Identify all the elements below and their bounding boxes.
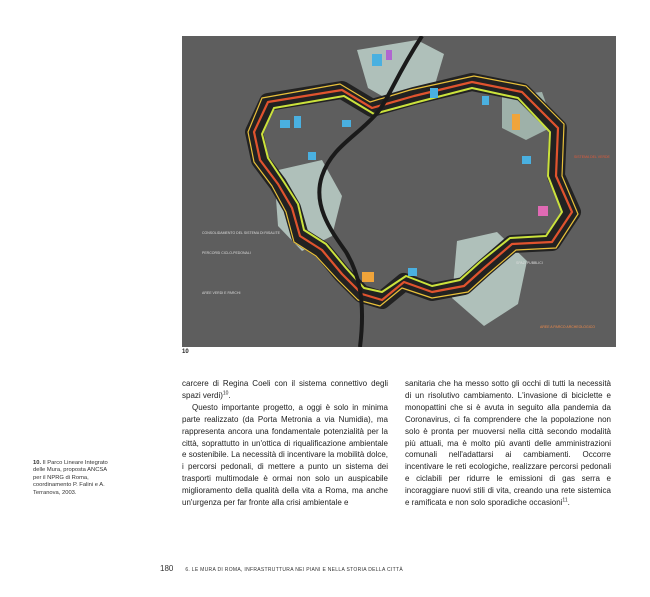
map-figure xyxy=(182,36,616,347)
figure-number: 10 xyxy=(182,349,189,355)
map-label: SISTEMA DEL VERDE xyxy=(574,155,610,159)
map-label: PERCORSI CICLO-PEDONALI xyxy=(202,251,251,255)
paragraph: Questo importante progetto, a oggi è solo in minima parte realizzato (da Porta Metronia a via Numidia), ma rappresenta ancora una fondamentale potenzialità per la città, soprattutto in un'ottica di riqualificazione ambientale e sostenibile. La necessità di incentivare la mobilità dolce, i percorsi pedonali, di mettere a punto un sistema dei trasporti multimodale è ormai non solo un auspicabile miglioramento della qualità della vita a Roma, ma anche un'urgenza per far fronte alla crisi ambientale e xyxy=(182,402,388,508)
page-number: 180 xyxy=(160,564,174,573)
figure-caption xyxy=(33,460,113,497)
body-column-left xyxy=(182,378,388,509)
map-label: AREE VERDI E PARCHI xyxy=(202,291,241,295)
caption-text: Il Parco Lineare Integrato delle Mura, proposta ANCSA per il NPRG di Roma, coordinamento P. Falini e A. Terranova, 2003. xyxy=(33,460,108,496)
paragraph xyxy=(405,378,611,509)
paragraph-text: sanitaria che ha messo sotto gli occhi di tutti la necessità di un risolutivo cambiamento. L'invasione di biciclette e monopattini che si è avuta in seguito alla pandemia da Coronavirus, ci fa comprendere che la popolazione non solo è pronta per muoversi nella città secondo modalità più attuali, ma è molto più avanti delle amministrazioni comunali nell'adattarsi ai cambiamenti. Occorre incentivare le reti ecologiche, realizzare percorsi pedonali e ciclabili per ridurre le emissioni di gas serra e incoraggiare nuovi stili di vita, creando una rete sistemica e ramificata e non solo sporadiche occasioni xyxy=(405,379,611,508)
footnote-ref: 10 xyxy=(222,390,229,397)
caption-number: 10. xyxy=(33,460,42,466)
punctuation: . xyxy=(567,498,570,508)
body-column-right xyxy=(405,378,611,509)
map-illustration xyxy=(182,36,616,347)
punctuation: . xyxy=(228,390,231,400)
paragraph xyxy=(182,378,388,402)
map-label: SPAZI PUBBLICI xyxy=(516,261,543,265)
page-footer xyxy=(160,564,403,573)
map-label: AREE A PARCO ARCHEOLOGICO xyxy=(540,325,595,329)
paragraph-text: carcere di Regina Coeli con il sistema connettivo degli spazi verdi) xyxy=(182,379,388,400)
map-label: CONSOLIDAMENTO DEL SISTEMA DI RISALITE xyxy=(202,231,280,235)
running-title: 6. LE MURA DI ROMA, INFRASTRUTTURA NEI PIANI E NELLA STORIA DELLA CITTÀ xyxy=(185,567,403,573)
footnote-ref: 11 xyxy=(562,497,568,504)
